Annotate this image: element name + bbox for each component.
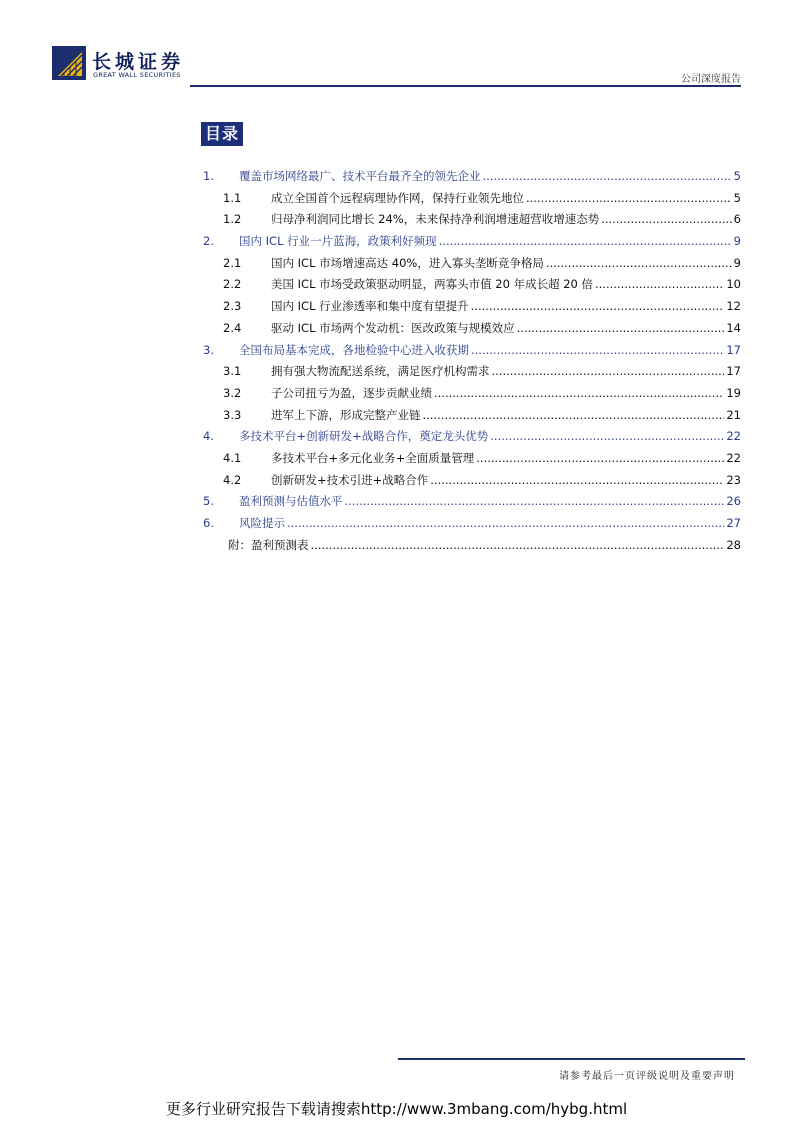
toc-entry-title: 风险提示 (239, 516, 285, 530)
toc-entry[interactable] (200, 426, 741, 448)
toc-entry-number: 3. (203, 342, 214, 357)
toc-dot-leader (595, 274, 724, 296)
toc-entry-number: 3.3 (223, 407, 242, 422)
toc-entry-title: 驱动 ICL 市场两个发动机：医改政策与规模效应 (271, 320, 515, 335)
logo-english-name: GREAT WALL SECURITIES (93, 71, 181, 79)
toc-entry[interactable] (200, 166, 741, 188)
toc-entry-title: 全国布局基本完成，各地检验中心进入收获期 (239, 342, 469, 357)
toc-entry[interactable] (200, 405, 741, 427)
toc-dot-leader (439, 231, 732, 253)
toc-entry-page: 12 (726, 299, 741, 314)
toc-entry-title: 进军上下游，形成完整产业链 (271, 407, 421, 422)
toc-entry[interactable] (200, 340, 741, 362)
toc-entry-title: 成立全国首个远程病理协作网，保持行业领先地位 (271, 190, 524, 205)
toc-entry-page: 27 (726, 516, 741, 530)
toc-entry-page: 22 (726, 429, 741, 444)
toc-entry-number: 2.2 (223, 277, 242, 292)
toc-dot-leader (471, 296, 725, 318)
toc-entry-number: 6. (203, 516, 214, 530)
footer-disclaimer-note: 请参考最后一页评级说明及重要声明 (559, 1071, 735, 1082)
toc-entry[interactable] (200, 274, 741, 296)
toc-entry-title: 子公司扭亏为盈，逐步贡献业绩 (271, 385, 432, 400)
toc-entry-page: 5 (733, 169, 741, 183)
toc-entry-page: 19 (726, 385, 741, 400)
toc-title: 目录 (201, 122, 243, 146)
toc-entry[interactable] (200, 448, 741, 470)
toc-entry[interactable] (200, 253, 741, 275)
toc-entry-page: 17 (726, 342, 741, 357)
toc-dot-leader (430, 470, 724, 492)
table-of-contents (200, 166, 741, 556)
toc-dot-leader (311, 535, 725, 557)
toc-entry-title: 国内 ICL 市场增速高达 40%，进入寡头垄断竞争格局 (271, 255, 544, 270)
toc-dot-leader (483, 166, 732, 188)
toc-entry-page: 9 (733, 255, 741, 270)
toc-entry[interactable] (200, 513, 741, 535)
toc-entry-title: 归母净利润同比增长 24%，未来保持净利润增速超营收增速态势 (271, 212, 600, 227)
toc-entry-number: 3.2 (223, 385, 242, 400)
toc-dot-leader (471, 340, 724, 362)
toc-entry-number: 3.1 (223, 364, 242, 379)
toc-entry-title: 多技术平台+多元化业务+全面质量管理 (271, 450, 475, 465)
toc-entry-page: 22 (726, 450, 741, 465)
toc-entry-page: 10 (726, 277, 741, 292)
toc-entry-number: 1.2 (223, 212, 242, 227)
toc-entry-page: 9 (733, 234, 741, 249)
toc-entry-title: 拥有强大物流配送系统，满足医疗机构需求 (271, 364, 490, 379)
toc-entry-title: 多技术平台+创新研发+战略合作，奠定龙头优势 (239, 429, 489, 444)
toc-entry-number: 5. (203, 494, 214, 509)
header-divider (190, 85, 741, 87)
toc-dot-leader (345, 491, 725, 513)
toc-entry-title: 附：盈利预测表 (228, 537, 309, 552)
toc-dot-leader (517, 318, 725, 340)
toc-entry[interactable] (200, 318, 741, 340)
toc-entry-title: 国内 ICL 行业渗透率和集中度有望提升 (271, 299, 469, 314)
toc-entry-page: 17 (726, 364, 741, 379)
download-link[interactable]: 更多行业研究报告下载请搜索http://www.3mbang.com/hybg.html (165, 1100, 628, 1118)
toc-entry-number: 4.2 (223, 472, 242, 487)
toc-dot-leader (492, 361, 725, 383)
toc-entry-title: 国内 ICL 行业一片蓝海，政策利好频现 (239, 234, 437, 249)
toc-entry-number: 1. (203, 169, 214, 183)
toc-dot-leader (601, 209, 731, 231)
toc-entry-title: 美国 ICL 市场受政策驱动明显，两寡头市值 20 年成长超 20 倍 (271, 277, 594, 292)
brand-logo (52, 46, 192, 86)
toc-entry-page: 28 (726, 537, 741, 552)
toc-entry-number: 2.4 (223, 320, 242, 335)
toc-dot-leader (434, 383, 724, 405)
toc-dot-leader (423, 405, 725, 427)
toc-entry[interactable] (200, 231, 741, 253)
toc-entry-page: 14 (726, 320, 741, 335)
toc-entry[interactable] (200, 491, 741, 513)
toc-entry[interactable] (200, 296, 741, 318)
toc-entry-title: 覆盖市场网络最广、技术平台最齐全的领先企业 (239, 169, 481, 183)
toc-entry[interactable] (200, 361, 741, 383)
toc-dot-leader (476, 448, 724, 470)
toc-entry-page: 6 (733, 212, 741, 227)
toc-dot-leader (287, 513, 724, 535)
great-wall-logo-icon (52, 46, 86, 80)
toc-entry-title: 盈利预测与估值水平 (239, 494, 343, 509)
toc-entry-number: 4. (203, 429, 214, 444)
toc-entry-title: 创新研发+技术引进+战略合作 (271, 472, 429, 487)
toc-dot-leader (546, 253, 732, 275)
toc-entry-number: 2. (203, 234, 214, 249)
toc-entry-page: 21 (726, 407, 741, 422)
toc-entry-page: 5 (733, 190, 741, 205)
logo-chinese-name: 长城证券 (92, 51, 185, 73)
toc-entry[interactable] (200, 209, 741, 231)
toc-entry-page: 26 (726, 494, 741, 509)
toc-dot-leader (526, 188, 732, 210)
toc-entry[interactable] (200, 188, 741, 210)
toc-entry[interactable] (200, 470, 741, 492)
toc-dot-leader (490, 426, 724, 448)
report-type-label: 公司深度报告 (681, 74, 741, 85)
toc-entry[interactable] (200, 383, 741, 405)
toc-entry-number: 4.1 (223, 450, 242, 465)
toc-entry-page: 23 (726, 472, 741, 487)
toc-entry-number: 2.3 (223, 299, 242, 314)
toc-entry-number: 2.1 (223, 255, 242, 270)
toc-entry[interactable] (200, 535, 741, 557)
toc-entry-number: 1.1 (223, 190, 242, 205)
footer-divider (398, 1058, 745, 1060)
